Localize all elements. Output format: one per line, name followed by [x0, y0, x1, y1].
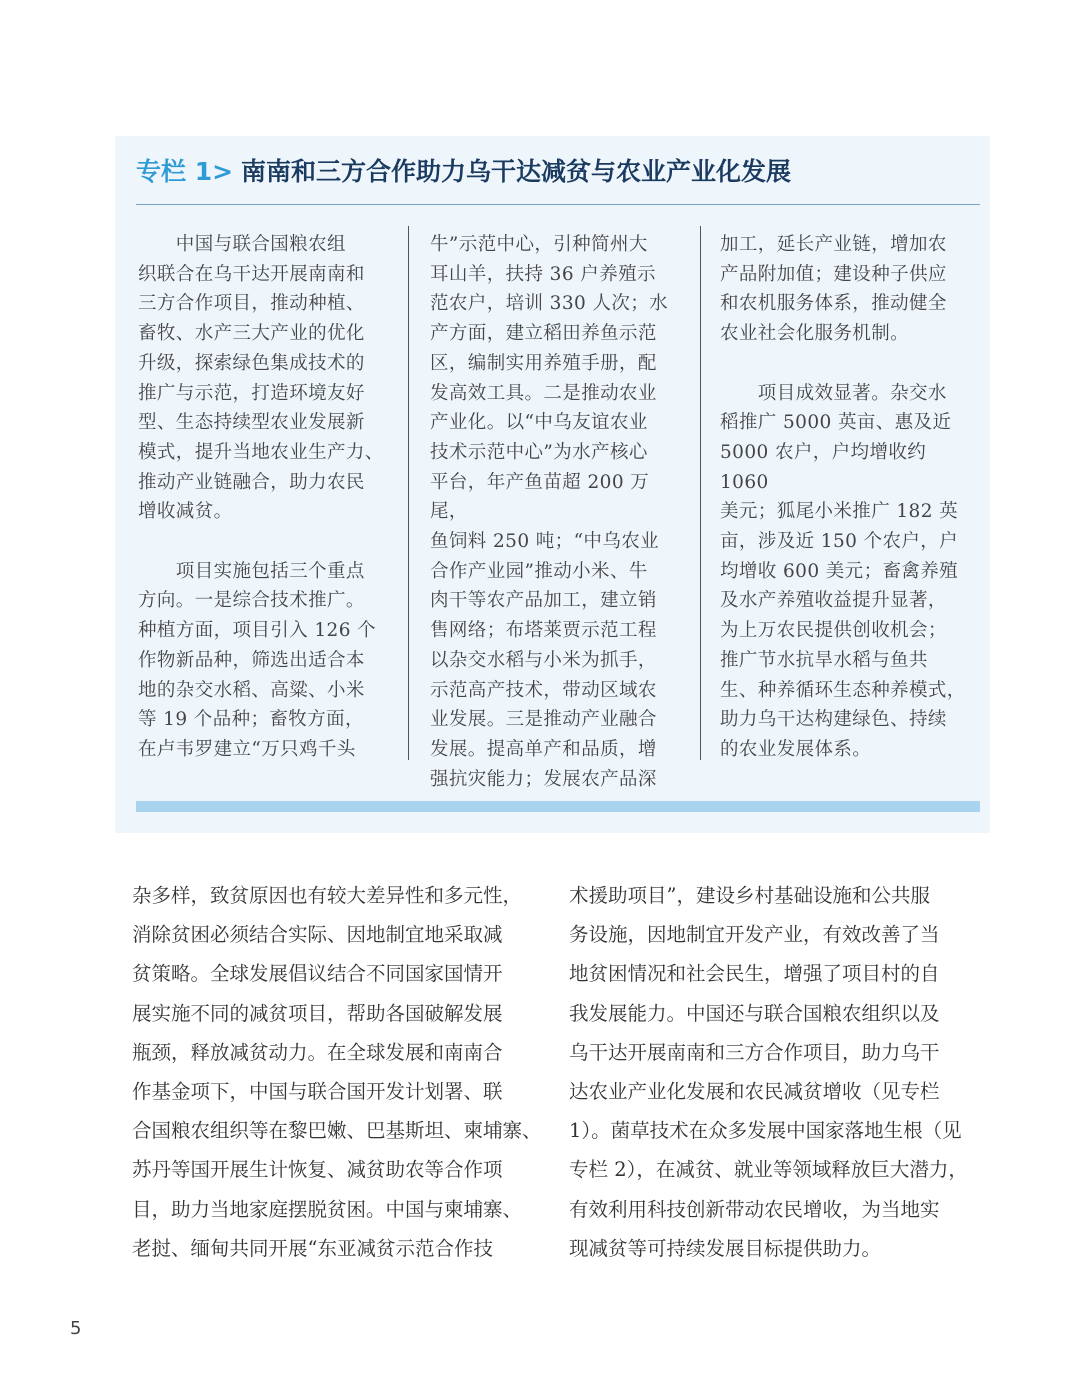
sidebar-bottom-bar [136, 801, 980, 812]
sidebar-box-heading: 南南和三方合作助力乌干达减贫与农业产业化发展 [241, 157, 792, 186]
column-divider-1 [408, 226, 409, 760]
sidebar-column-3 [720, 230, 972, 765]
sidebar-col3-paragraph-2: 项目成效显著。杂交水 稻推广 5000 英亩、惠及近 5000 农户，户均增收约 1060 美元；狐尾小米推广 182 英 亩，涉及近 150 个农户，户 均增收 600 美元；畜禽养殖 及水产养殖收益提升显著， 为上万农民提供创收机会； 推广节水抗旱水稻与鱼共 生、种养循环生态种养模式， 助力乌干达构建绿色、持续 的农业发展体系。 [720, 382, 966, 760]
body-left-text: 杂多样，致贫原因也有较大差异性和多元性， 消除贫困必须结合实际、因地制宜地采取减 贫策略。全球发展倡议结合不同国家国情开 展实施不同的减贫项目，帮助各国破解发展 瓶颈，释放减贫动力。在全球发展和南南合 作基金项下，中国与联合国开发计划署、联 合国粮农组织等在黎巴嫩、巴基斯坦、柬埔寨、 苏丹等国开展生计恢复、减贫助农等合作项 目，助力当地家庭摆脱贫困。中国与柬埔寨、 老挝、缅甸共同开展“东亚减贫示范合作技 [132, 884, 542, 1260]
sidebar-column-1 [138, 230, 390, 765]
page-number: 5 [70, 1318, 82, 1339]
sidebar-col3-paragraph-1: 加工，延长产业链，增加农 产品附加值；建设种子供应 和农机服务体系，推动健全 农业社会化服务机制。 [720, 234, 947, 345]
body-column-left [132, 876, 542, 1268]
sidebar-col1-paragraph-2: 项目实施包括三个重点 方向。一是综合技术推广。 种植方面，项目引入 126 个 作物新品种，筛选出适合本 地的杂交水稻、高粱、小米 等 19 个品种；畜牧方面， 在卢韦罗建立“万只鸡千头 [138, 560, 377, 760]
sidebar-box-label: 专栏 1> [136, 157, 234, 186]
body-column-right [569, 876, 979, 1268]
title-rule [136, 204, 980, 205]
sidebar-col2-paragraph-1: 牛”示范中心，引种简州大 耳山羊，扶持 36 户养殖示 范农户，培训 330 人次；水 产方面，建立稻田养鱼示范 区，编制实用养殖手册，配 发高效工具。二是推动农业 产业化。以“中乌友谊农业 技术示范中心”为水产核心 平台，年产鱼苗超 200 万尾， 鱼饲料 250 吨；“中乌农业 合作产业园”推动小米、牛 肉干等农产品加工，建立销 售网络；布塔莱贾示范工程 以杂交水稻与小米为抓手， 示范高产技术，带动区域农 业发展。三是推动产业融合 发展。提高单产和品质，增 强抗灾能力；发展农产品深 [430, 234, 669, 790]
sidebar-col1-paragraph-1: 中国与联合国粮农组 织联合在乌干达开展南南和 三方合作项目，推动种植、 畜牧、水产三大产业的优化 升级，探索绿色集成技术的 推广与示范，打造环境友好 型、生态持续型农业发展新 模式，提升当地农业生产力、 推动产业链融合，助力农民 增收减贫。 [138, 234, 384, 523]
sidebar-column-2 [430, 230, 682, 794]
body-right-text: 术援助项目”，建设乡村基础设施和公共服 务设施，因地制宜开发产业，有效改善了当 地贫困情况和社会民生，增强了项目村的自 我发展能力。中国还与联合国粮农组织以及 乌干达开展南南和三方合作项目，助力乌干 达农业产业化发展和农民减贫增收（见专栏 1）。菌草技术在众多发展中国家落地生根（见 专栏 2），在减贫、就业等领域释放巨大潜力， 有效利用科技创新带动农民增收，为当地实 现减贫等可持续发展目标提供助力。 [569, 884, 968, 1260]
sidebar-box-title [136, 152, 791, 192]
column-divider-2 [700, 226, 701, 760]
